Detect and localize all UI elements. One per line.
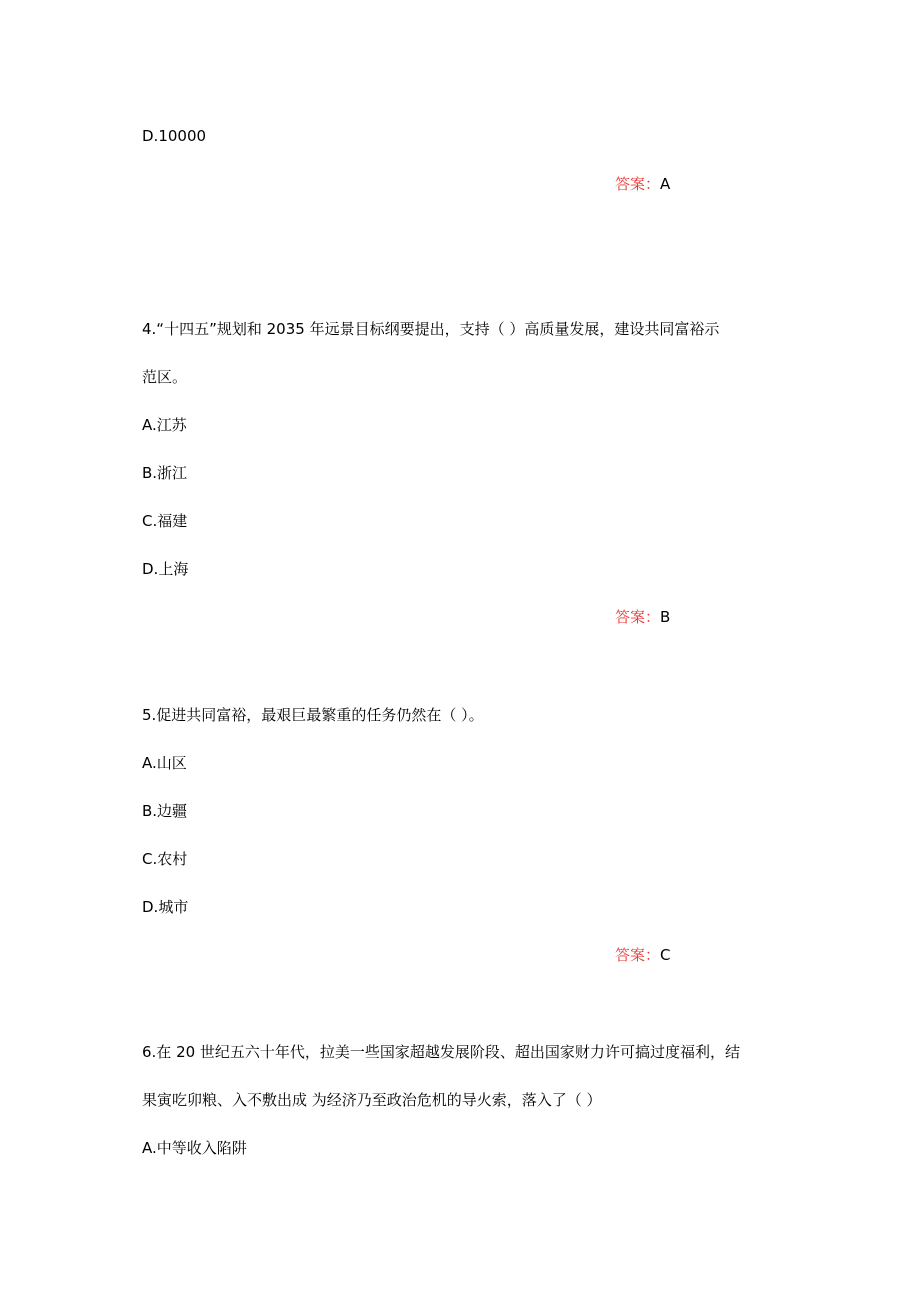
answer-value: B [660,608,671,626]
q4-option-c: C.福建 [142,512,188,530]
q4-option-a: A.江苏 [142,416,187,434]
q5-option-c: C.农村 [142,850,188,868]
answer-value: C [660,946,671,964]
q6-stem-line1: 6.在 20 世纪五六十年代，拉美一些国家超越发展阶段、超出国家财力许可搞过度福利，结 [142,1043,740,1061]
q4-option-d: D.上海 [142,560,189,578]
q5-option-b: B.边疆 [142,802,188,820]
q6-stem-line2: 果寅吃卯粮、入不敷出成 为经济乃至政治危机的导火索，落入了（ ） [142,1091,602,1109]
prev-option-d: D.10000 [142,127,207,145]
q4-stem-line1: 4.“十四五”规划和 2035 年远景目标纲要提出，支持（ ）高质量发展，建设共同富裕示 [142,320,720,338]
answer-label: 答案： [615,946,661,964]
q4-option-b: B.浙江 [142,464,188,482]
prev-answer [615,174,670,194]
q4-answer [615,607,670,627]
q4-stem-line2: 范区。 [142,368,188,386]
q5-option-d: D.城市 [142,898,189,916]
q5-stem: 5.促进共同富裕，最艰巨最繁重的任务仍然在（ ）。 [142,706,484,724]
answer-label: 答案： [615,608,661,626]
q6-option-a: A.中等收入陷阱 [142,1139,247,1157]
answer-label: 答案： [615,175,661,193]
answer-value: A [660,175,671,193]
q5-option-a: A.山区 [142,754,187,772]
q5-answer [615,945,671,965]
